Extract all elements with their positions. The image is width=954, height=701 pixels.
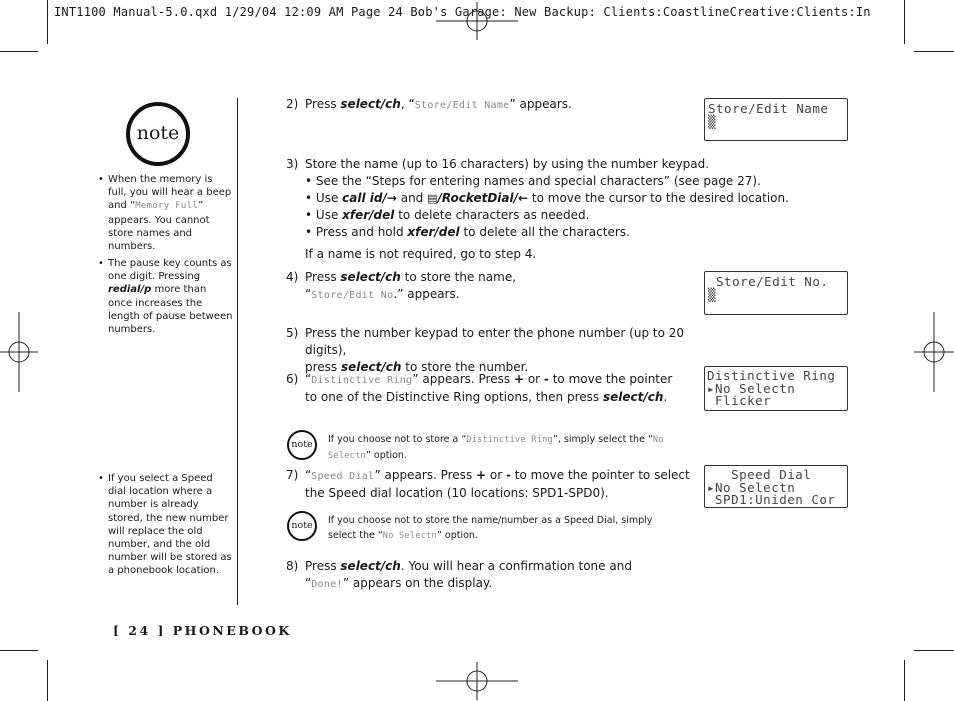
- step-3-bullet-4: • Press and hold xfer/del to delete all the characters.: [305, 225, 630, 239]
- note-icon: [126, 102, 190, 166]
- registration-mark-right: [914, 312, 954, 392]
- lcd-text: Store/Edit Name: [414, 100, 510, 111]
- lcd-text: Done!: [311, 579, 343, 590]
- note-icon-small: note: [287, 430, 317, 460]
- lcd-text: No Selectn: [382, 531, 437, 541]
- crop-mark: [904, 660, 905, 701]
- bullet: •: [98, 174, 104, 185]
- crop-mark: [914, 650, 954, 651]
- sidebar-note-speed-dial: • If you select a Speed dial location where a number is already stored, the new number will replace the old number, and the old number will be stored as a phonebook location.: [98, 473, 232, 577]
- step-5: 5) Press the number keypad to enter the phone number (up to 20 digits), press select/ch to store the number.: [286, 326, 685, 374]
- bullet: •: [98, 258, 104, 269]
- lcd-text: Store/Edit No: [311, 290, 394, 301]
- step-7: 7) “Speed Dial” appears. Press + or - to move the pointer to select the Speed dial location (10 locations: SPD1-SPD0).: [286, 468, 690, 500]
- sidebar-note-memory-full: • When the memory is full, you will hear a beep and “Memory Full” appears. You cannot store names and numbers.: [98, 174, 232, 253]
- bullet: •: [98, 473, 104, 484]
- sidebar-note-pause-key: • The pause key counts as one digit. Pressing redial/p more than once increases the length of pause between numbers.: [98, 258, 233, 336]
- crop-mark: [0, 51, 38, 52]
- key-name: select/ch: [340, 97, 401, 111]
- note-icon-label: note: [136, 122, 180, 144]
- registration-mark-bottom: [436, 662, 518, 700]
- crop-mark: [914, 51, 954, 52]
- crop-mark: [47, 0, 48, 44]
- lcd-display-distinctive-ring: Distinctive Ring ▸No Selectn Flicker: [704, 366, 848, 411]
- sidebar-divider: [237, 98, 238, 605]
- crop-mark: [0, 650, 38, 651]
- registration-mark-top: [436, 2, 518, 40]
- step-3-bullet-2: • Use call id/→ and ▤/RocketDial/← to move the cursor to the desired location.: [305, 191, 789, 205]
- note-speed-dial: If you choose not to store the name/number as a Speed Dial, simply select the “No Selectn” option.: [328, 515, 653, 541]
- step-3-bullet-3: • Use xfer/del to delete characters as needed.: [305, 208, 590, 222]
- lcd-text: No Selectn: [328, 435, 664, 461]
- lcd-text: Distinctive Ring: [466, 435, 553, 445]
- lcd-display-store-edit-no: Store/Edit No. ▒: [704, 271, 848, 315]
- lcd-text: Speed Dial: [311, 471, 375, 482]
- lcd-display-speed-dial: Speed Dial ▸No Selectn SPD1:Uniden Cor: [704, 465, 848, 508]
- crop-mark: [47, 660, 48, 701]
- page-footer: [ 24 ] PHONEBOOK: [113, 623, 292, 638]
- step-2: 2) Press select/ch, “Store/Edit Name” appears.: [286, 97, 572, 111]
- step-3: 3) Store the name (up to 16 characters) by using the number keypad. • See the “Steps for entering names and special characters” (see page 27). • Use call id/→ and ▤/RocketDial/← to move the cursor to the desired location. • Use xfer/del to delete characters as needed. • Press and hold xfer/del to delete all the characters. If a name is not required, go to step 4.: [286, 156, 806, 263]
- registration-mark-left: [0, 312, 38, 392]
- lcd-display-store-edit-name: Store/Edit Name ▒: [704, 98, 848, 141]
- note-icon-small: note: [287, 511, 317, 541]
- step-8: 8) Press select/ch. You will hear a confirmation tone and “Done!” appears on the display.: [286, 559, 632, 590]
- lcd-text: Distinctive Ring: [311, 375, 413, 386]
- step-6: 6) “Distinctive Ring” appears. Press + or - to move the pointer to one of the Distinctive Ring options, then press select/ch.: [286, 372, 673, 404]
- note-distinctive-ring: If you choose not to store a “Distinctive Ring”, simply select the “No Selectn” option.: [328, 434, 664, 461]
- print-slug-line: INT1100 Manual-5.0.qxd 1/29/04 12:09 AM Page 24 Bob's Garage: New Backup: Clients:CoastlineCreative:Clients:In: [54, 5, 871, 19]
- step-3-bullet-1: • See the “Steps for entering names and special characters” (see page 27).: [305, 174, 761, 188]
- step-4: 4) Press select/ch to store the name, “Store/Edit No.” appears.: [286, 270, 517, 301]
- key-name: redial/p: [108, 284, 152, 296]
- crop-mark: [904, 0, 905, 44]
- phonebook-icon: ▤: [427, 192, 438, 205]
- lcd-text: Memory Full: [135, 201, 199, 212]
